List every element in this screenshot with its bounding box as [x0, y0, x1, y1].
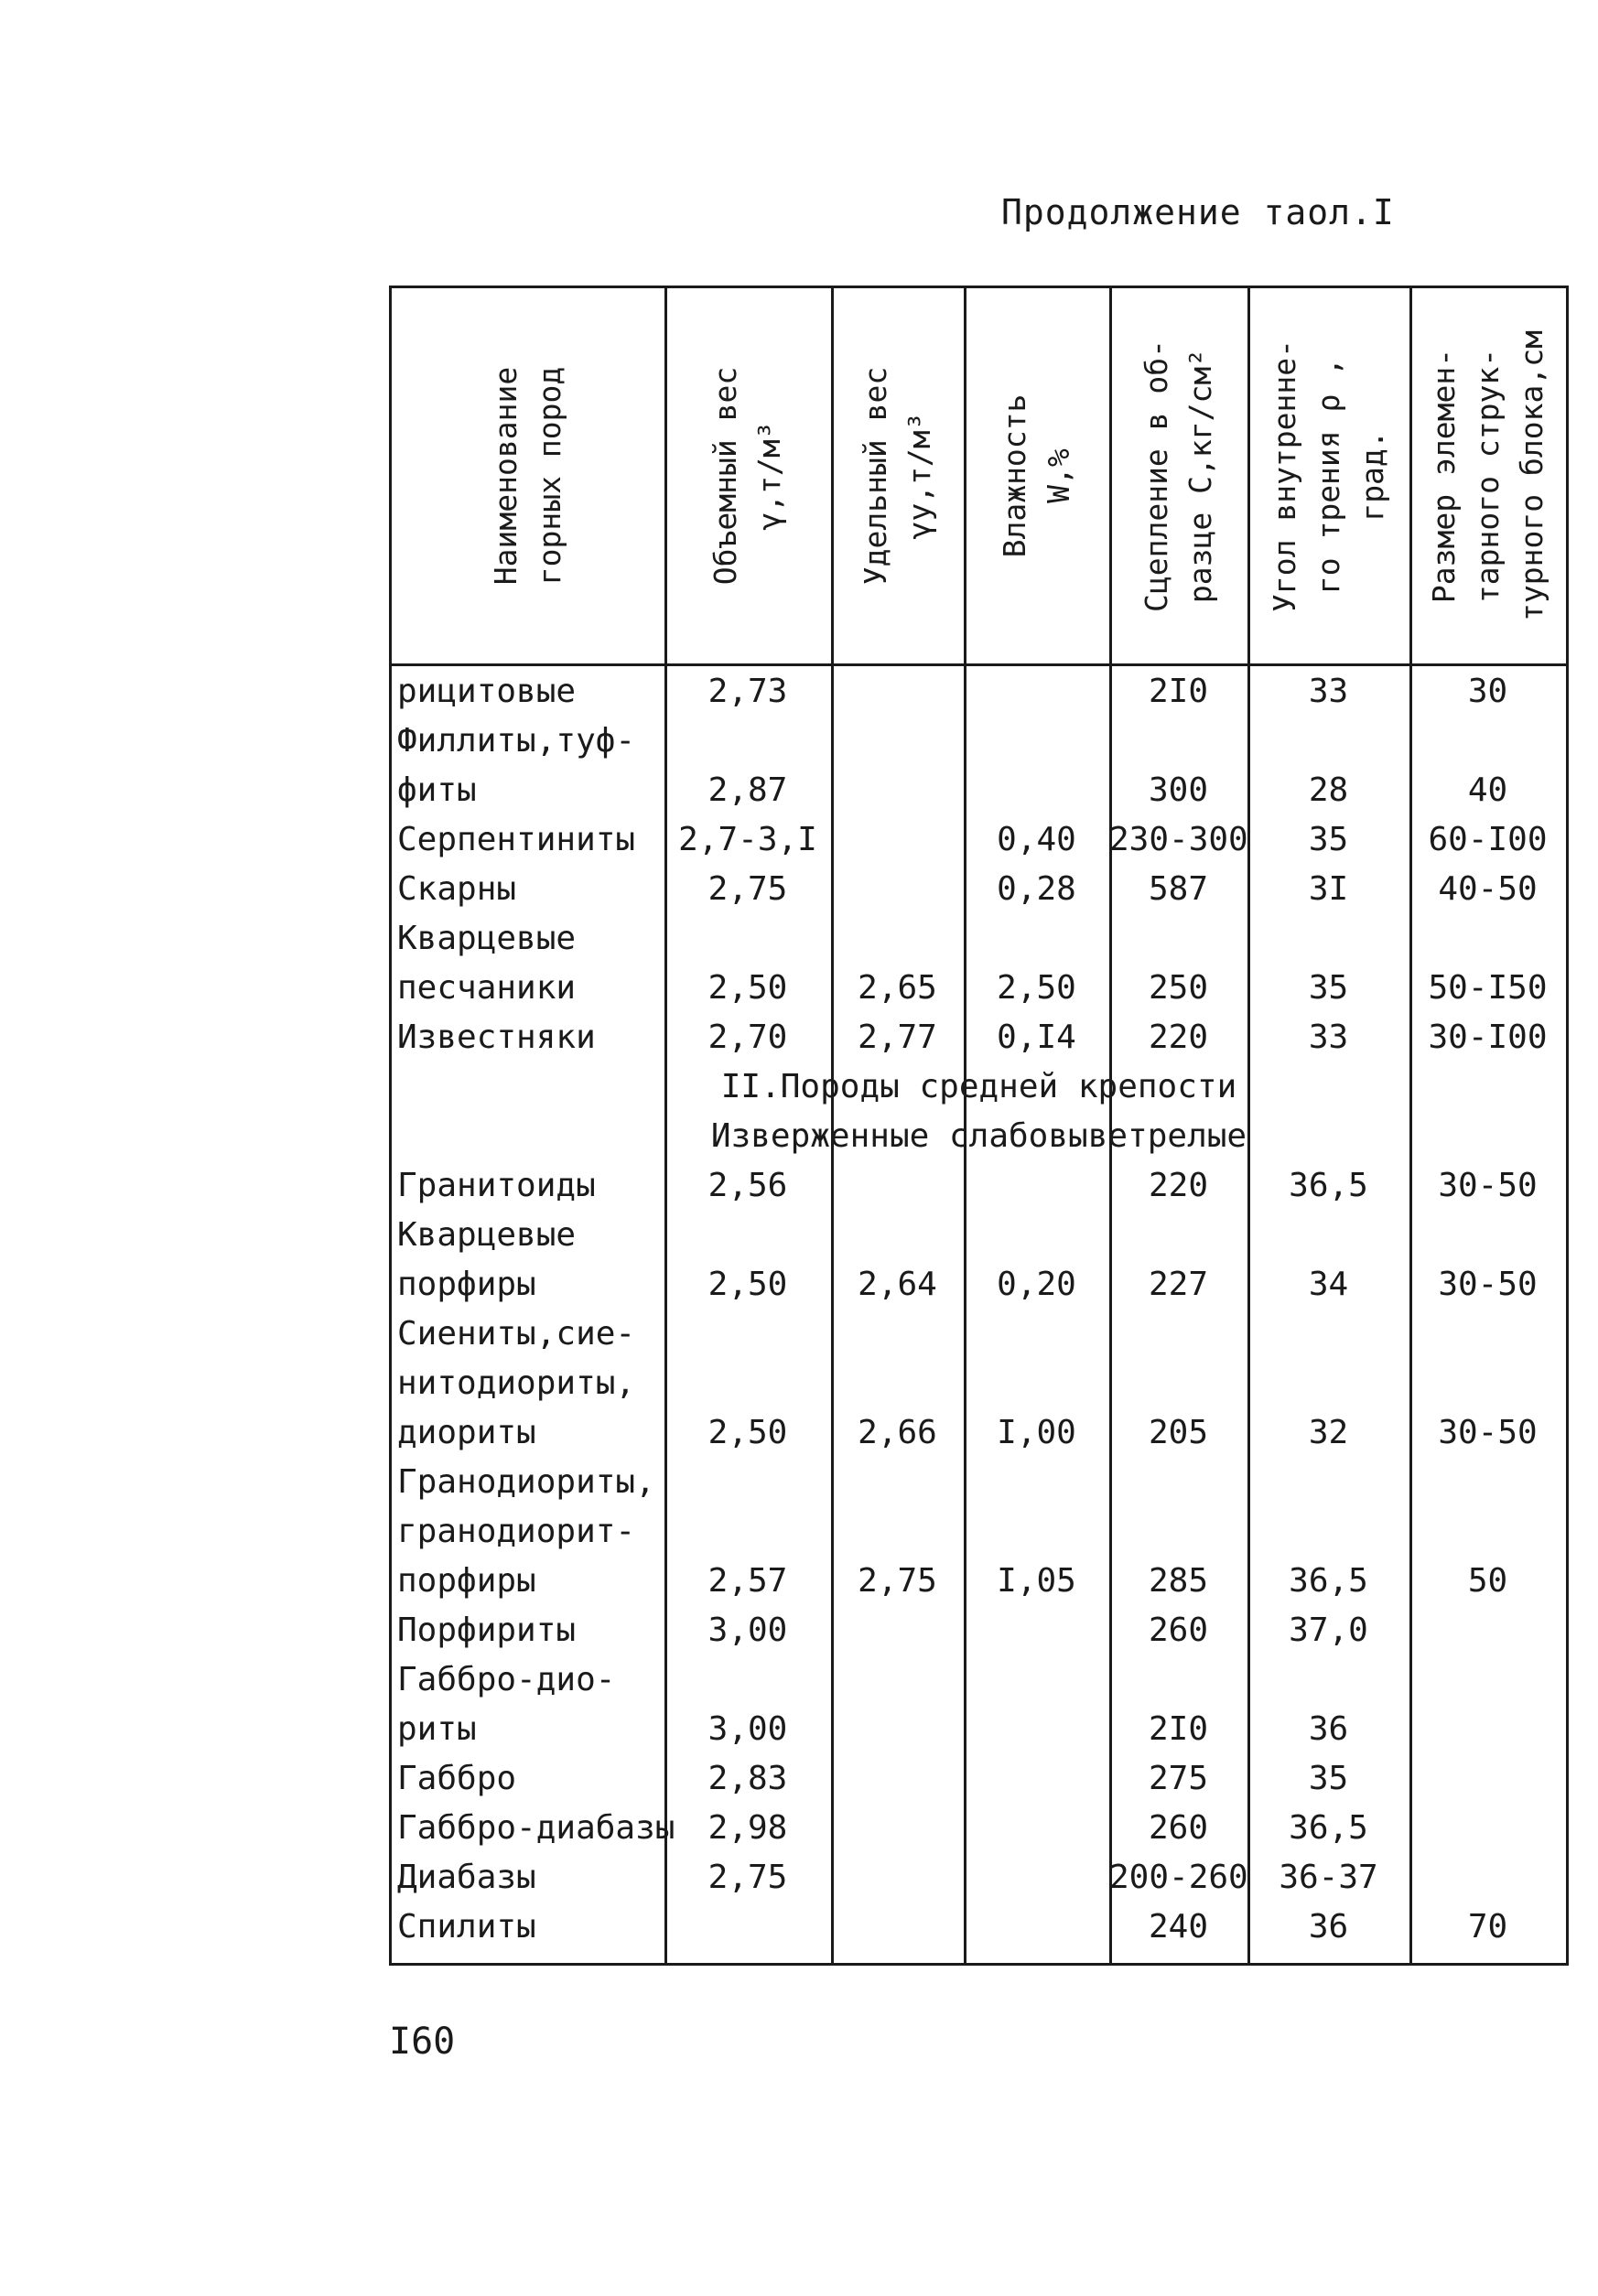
volume-weight-cell: 2,50	[707, 1266, 788, 1303]
block-size-cell: 40	[1467, 771, 1508, 809]
section-subtitle: Изверженные слабовыветрелые	[710, 1117, 1247, 1155]
header-line: разце С,кг/см²	[1182, 348, 1218, 604]
rock-name: порфиры	[397, 1266, 536, 1303]
block-size-cell: 30	[1467, 673, 1508, 710]
moisture-cell: 0,40	[997, 821, 1076, 858]
cohesion-cell: 275	[1148, 1760, 1209, 1797]
cohesion-cell: 227	[1148, 1266, 1209, 1303]
section-title: II.Породы средней крепости	[720, 1068, 1237, 1105]
header-specific-weight	[831, 288, 964, 663]
specific-weight-cell: 2,64	[858, 1266, 937, 1303]
block-size-cell: 30-I00	[1428, 1019, 1548, 1056]
header-volume-weight	[664, 288, 831, 663]
rock-name: Порфириты	[397, 1612, 577, 1649]
cohesion-cell: 2I0	[1148, 1710, 1209, 1748]
cohesion-cell: 200-260	[1109, 1859, 1248, 1896]
rock-name: Кварцевые	[397, 1216, 577, 1254]
moisture-cell: I,00	[997, 1414, 1076, 1451]
rock-name: риты	[397, 1710, 477, 1748]
rock-name: Сиениты,сие-	[397, 1315, 636, 1353]
specific-weight-cell: 2,66	[858, 1414, 937, 1451]
header-line: тарного струк-	[1469, 348, 1506, 604]
volume-weight-cell: 2,50	[707, 1414, 788, 1451]
rock-name: Гранодиориты,	[397, 1463, 655, 1501]
cohesion-cell: 250	[1148, 969, 1209, 1007]
volume-weight-cell: 2,87	[707, 771, 788, 809]
header-line: Объемный вес	[707, 366, 743, 586]
volume-weight-cell: 2,83	[707, 1760, 788, 1797]
header-line: Размер элемен-	[1425, 348, 1462, 604]
rock-name: фиты	[397, 771, 477, 809]
cohesion-cell: 240	[1148, 1908, 1209, 1946]
volume-weight-cell: 3,00	[707, 1710, 788, 1748]
block-size-cell: 70	[1467, 1908, 1508, 1946]
friction-angle-cell: 35	[1308, 1760, 1349, 1797]
cohesion-cell: 285	[1148, 1562, 1209, 1600]
friction-angle-cell: 36,5	[1289, 1167, 1368, 1204]
header-line: Удельный вес	[857, 366, 893, 586]
friction-angle-cell: 35	[1308, 969, 1349, 1007]
volume-weight-cell: 2,75	[707, 1859, 788, 1896]
rock-name: Серпентиниты	[397, 821, 636, 858]
friction-angle-cell: 36,5	[1289, 1562, 1368, 1600]
friction-angle-cell: 3I	[1308, 870, 1349, 908]
header-moisture	[964, 288, 1109, 663]
moisture-cell: 0,28	[997, 870, 1076, 908]
header-cohesion	[1109, 288, 1247, 663]
volume-weight-cell: 2,70	[707, 1019, 788, 1056]
header-friction-angle	[1247, 288, 1409, 663]
block-size-cell: 40-50	[1438, 870, 1538, 908]
moisture-cell: 0,I4	[997, 1019, 1076, 1056]
cohesion-cell: 260	[1148, 1612, 1209, 1649]
block-size-cell: 30-50	[1438, 1167, 1538, 1204]
rock-name: диориты	[397, 1414, 536, 1451]
header-line: Угол внутренне-	[1266, 339, 1302, 613]
header-line: Сцепление в об-	[1138, 339, 1174, 613]
rock-name: гранодиорит-	[397, 1513, 636, 1550]
rock-name: порфиры	[397, 1562, 536, 1600]
header-line: горных пород	[532, 366, 567, 586]
block-size-cell: 60-I00	[1428, 821, 1548, 858]
specific-weight-cell: 2,77	[858, 1019, 937, 1056]
friction-angle-cell: 34	[1308, 1266, 1349, 1303]
rock-name: Гранитоиды	[397, 1167, 596, 1204]
header-line: Влажность	[996, 393, 1032, 558]
header-line: γ,т/м³	[751, 421, 787, 531]
volume-weight-cell: 2,75	[707, 870, 788, 908]
table-caption: Продолжение таол.I	[1001, 192, 1395, 232]
volume-weight-cell: 2,98	[707, 1809, 788, 1847]
cohesion-cell: 220	[1148, 1019, 1209, 1056]
header-line: Наименование	[488, 366, 524, 586]
page-number: I60	[389, 2021, 456, 2063]
rock-name: Диабазы	[397, 1859, 536, 1896]
volume-weight-cell: 2,50	[707, 969, 788, 1007]
header-line: го трения ρ ,	[1310, 357, 1346, 595]
friction-angle-cell: 28	[1308, 771, 1349, 809]
friction-angle-cell: 33	[1308, 1019, 1349, 1056]
rock-name: Габбро	[397, 1760, 517, 1797]
header-name	[392, 288, 664, 663]
rock-name: рицитовые	[397, 673, 577, 710]
header-block-size	[1409, 288, 1566, 663]
rock-name: Известняки	[397, 1019, 596, 1056]
header-line: W,%	[1040, 448, 1076, 503]
rock-name: Габбро-дио-	[397, 1661, 616, 1698]
friction-angle-cell: 35	[1308, 821, 1349, 858]
header-line: град.	[1354, 430, 1390, 522]
specific-weight-cell: 2,65	[858, 969, 937, 1007]
cohesion-cell: 205	[1148, 1414, 1209, 1451]
cohesion-cell: 2I0	[1148, 673, 1209, 710]
header-divider	[392, 663, 1566, 666]
block-size-cell: 50	[1467, 1562, 1508, 1600]
header-line: γу,т/м³	[901, 412, 937, 540]
rock-name: Габбро-диабазы	[397, 1809, 675, 1847]
header-line: турного блока,см	[1513, 330, 1549, 621]
friction-angle-cell: 32	[1308, 1414, 1349, 1451]
block-size-cell: 50-I50	[1428, 969, 1548, 1007]
volume-weight-cell: 2,57	[707, 1562, 788, 1600]
rock-name: нитодиориты,	[397, 1364, 636, 1402]
cohesion-cell: 260	[1148, 1809, 1209, 1847]
friction-angle-cell: 36	[1308, 1908, 1349, 1946]
friction-angle-cell: 36-37	[1279, 1859, 1378, 1896]
friction-angle-cell: 33	[1308, 673, 1349, 710]
friction-angle-cell: 36	[1308, 1710, 1349, 1748]
friction-angle-cell: 37,0	[1289, 1612, 1368, 1649]
rock-name: Скарны	[397, 870, 517, 908]
cohesion-cell: 587	[1148, 870, 1209, 908]
rock-properties-table	[389, 286, 1569, 1966]
cohesion-cell: 300	[1148, 771, 1209, 809]
block-size-cell: 30-50	[1438, 1266, 1538, 1303]
volume-weight-cell: 2,7-3,I	[678, 821, 817, 858]
friction-angle-cell: 36,5	[1289, 1809, 1368, 1847]
block-size-cell: 30-50	[1438, 1414, 1538, 1451]
moisture-cell: 0,20	[997, 1266, 1076, 1303]
rock-name: Кварцевые	[397, 920, 577, 957]
cohesion-cell: 220	[1148, 1167, 1209, 1204]
volume-weight-cell: 3,00	[707, 1612, 788, 1649]
rock-name: песчаники	[397, 969, 577, 1007]
cohesion-cell: 230-300	[1109, 821, 1248, 858]
volume-weight-cell: 2,73	[707, 673, 788, 710]
moisture-cell: 2,50	[997, 969, 1076, 1007]
rock-name: Филлиты,туф-	[397, 722, 636, 760]
rock-name: Спилиты	[397, 1908, 536, 1946]
moisture-cell: I,05	[997, 1562, 1076, 1600]
specific-weight-cell: 2,75	[858, 1562, 937, 1600]
volume-weight-cell: 2,56	[707, 1167, 788, 1204]
